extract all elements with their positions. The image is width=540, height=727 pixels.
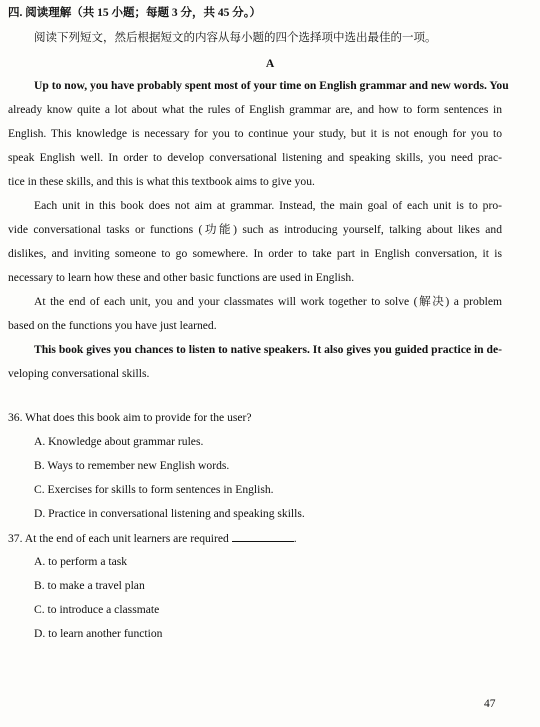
question-stem: 37. At the end of each unit learners are required bbox=[8, 532, 229, 545]
page-number: 47 bbox=[484, 698, 496, 710]
section-instruction: 阅读下列短文，然后根据短文的内容从每小题的四个选择项中选出最佳的一项。 bbox=[34, 32, 437, 44]
question-stem: 36. What does this book aim to provide for the user? bbox=[8, 411, 252, 424]
option-d: D. Practice in conversational listening and speaking skills. bbox=[34, 507, 305, 520]
option-a: A. Knowledge about grammar rules. bbox=[34, 435, 204, 448]
passage-label: A bbox=[265, 57, 275, 70]
passage-line: This book gives you chances to listen to native speakers. It also gives you guided practice in de- bbox=[34, 343, 502, 356]
passage-line: necessary to learn how these and other basic functions are used in English. bbox=[8, 271, 355, 284]
passage-line: veloping conversational skills. bbox=[8, 367, 150, 380]
option-b: B. to make a travel plan bbox=[34, 579, 145, 592]
passage-line: vide conversational tasks or functions (功能) such as introducing yourself, talking about likes and bbox=[8, 223, 502, 236]
section-heading: 四. 阅读理解（共 15 小题；每题 3 分，共 45 分。） bbox=[8, 7, 261, 19]
passage-line: At the end of each unit, you and your classmates will work together to solve (解决) a problem bbox=[34, 295, 502, 308]
answer-blank bbox=[232, 531, 294, 542]
question-stem-row bbox=[8, 531, 297, 546]
option-b: B. Ways to remember new English words. bbox=[34, 459, 230, 472]
passage-line: already know quite a lot about what the rules of English grammar are, and how to form sentences in bbox=[8, 103, 502, 116]
passage-line: English. This knowledge is necessary for you to continue your study, but it is not enough for you to bbox=[8, 127, 502, 140]
option-c: C. to introduce a classmate bbox=[34, 603, 160, 616]
option-d: D. to learn another function bbox=[34, 627, 163, 640]
option-c: C. Exercises for skills to form sentences in English. bbox=[34, 483, 274, 496]
passage-line: speak English well. In order to develop conversational listening and speaking skills, you need prac- bbox=[8, 151, 502, 164]
question-stem-end: . bbox=[293, 532, 297, 545]
passage-line: dislikes, and inviting someone to go somewhere. In order to take part in English conversation, it is bbox=[8, 247, 502, 260]
passage-line: based on the functions you have just learned. bbox=[8, 319, 217, 332]
option-a: A. to perform a task bbox=[34, 555, 128, 568]
passage-line: Up to now, you have probably spent most of your time on English grammar and new words. You bbox=[34, 79, 509, 92]
passage-line: Each unit in this book does not aim at grammar. Instead, the main goal of each unit is to pro- bbox=[34, 199, 502, 212]
passage-line: tice in these skills, and this is what this textbook aims to give you. bbox=[8, 175, 315, 188]
